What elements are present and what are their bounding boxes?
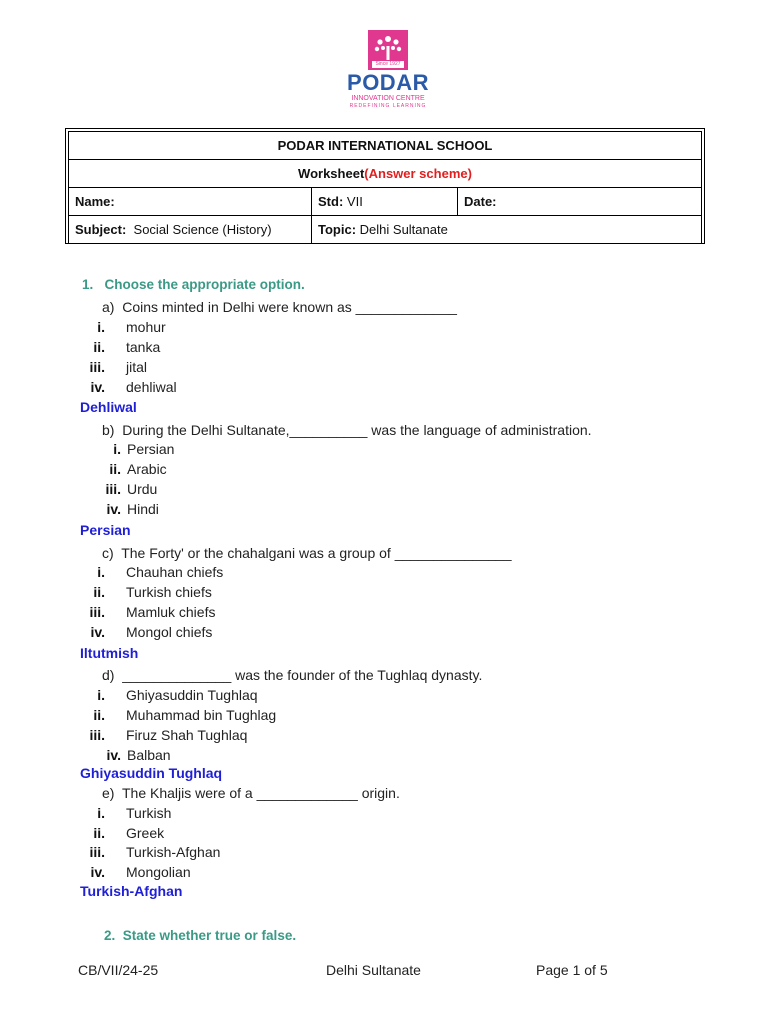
school-logo	[338, 30, 438, 109]
school-name-cell	[69, 132, 702, 160]
subject-cell	[69, 216, 312, 244]
option-number: ii.	[109, 461, 121, 477]
section-2-heading	[104, 928, 296, 943]
section-2-number: 2.	[104, 928, 116, 943]
option-number: ii.	[93, 707, 105, 723]
section-1-number: 1.	[82, 277, 94, 292]
answer-d: Ghiyasuddin Tughlaq	[80, 765, 223, 781]
option-text: Chauhan chiefs	[126, 564, 224, 580]
school-name: PODAR INTERNATIONAL SCHOOL	[277, 138, 493, 153]
option-number: iv.	[106, 501, 121, 517]
section-1-title: Choose the appropriate option.	[104, 277, 305, 292]
worksheet-label: Worksheet	[298, 166, 365, 181]
date-label: Date:	[464, 194, 497, 209]
question-a	[102, 299, 457, 315]
option-number: i.	[97, 687, 105, 703]
question-text: The Khaljis were of a _____________ origin.	[121, 785, 400, 801]
question-letter: e)	[102, 785, 115, 801]
std-cell	[312, 188, 458, 216]
option-text: Persian	[127, 441, 175, 457]
option-number: iii.	[89, 844, 105, 860]
question-letter: c)	[102, 545, 114, 561]
option-text: Muhammad bin Tughlag	[126, 707, 277, 723]
option-text: Turkish-Afghan	[126, 844, 221, 860]
question-letter: a)	[102, 299, 115, 315]
question-letter: b)	[102, 422, 115, 438]
option-number: iv.	[106, 747, 121, 763]
option-number: iv.	[90, 864, 105, 880]
option-number: iii.	[89, 727, 105, 743]
question-b	[102, 422, 592, 438]
option-text: Ghiyasuddin Tughlaq	[126, 687, 258, 703]
worksheet-title-cell	[69, 160, 702, 188]
std-label: Std:	[318, 194, 344, 209]
option-number: iii.	[89, 604, 105, 620]
section-1-heading	[82, 277, 305, 292]
logo-subtitle: INNOVATION CENTRE	[351, 95, 425, 102]
option-number: iv.	[90, 379, 105, 395]
question-text: The Forty' or the chahalgani was a group of _______________	[121, 545, 512, 561]
option-number: iv.	[90, 624, 105, 640]
question-d	[102, 667, 482, 683]
option-text: Firuz Shah Tughlaq	[126, 727, 248, 743]
option-number: ii.	[93, 825, 105, 841]
option-number: ii.	[93, 584, 105, 600]
answer-c: Iltutmish	[80, 645, 139, 661]
option-text: mohur	[126, 319, 166, 335]
name-cell	[69, 188, 312, 216]
logo-tagline: REDEFINING LEARNING	[349, 103, 427, 109]
option-number: i.	[97, 805, 105, 821]
topic-value: Delhi Sultanate	[359, 222, 448, 237]
question-text: Coins minted in Delhi were known as _____________	[122, 299, 457, 315]
option-number: iii.	[105, 481, 121, 497]
answer-scheme-label: (Answer scheme)	[364, 166, 472, 181]
answer-b: Persian	[80, 522, 131, 538]
worksheet-header	[65, 128, 705, 244]
option-text: tanka	[126, 339, 161, 355]
option-text: Hindi	[127, 501, 159, 517]
answer-e: Turkish-Afghan	[80, 883, 183, 899]
option-text: Balban	[127, 747, 171, 763]
option-text: Mongolian	[126, 864, 191, 880]
logo-name: PODAR	[347, 70, 429, 95]
option-text: Mamluk chiefs	[126, 604, 216, 620]
option-text: Turkish chiefs	[126, 584, 212, 600]
subject-value: Social Science (History)	[133, 222, 272, 237]
footer-title: Delhi Sultanate	[326, 962, 421, 978]
option-text: Turkish	[126, 805, 172, 821]
question-c	[102, 545, 512, 561]
option-text: Arabic	[127, 461, 167, 477]
date-cell	[458, 188, 702, 216]
option-text: jital	[126, 359, 148, 375]
question-e	[102, 785, 400, 801]
option-number: i.	[97, 319, 105, 335]
option-number: iii.	[89, 359, 105, 375]
option-text: Mongol chiefs	[126, 624, 213, 640]
option-text: dehliwal	[126, 379, 177, 395]
option-text: Urdu	[127, 481, 158, 497]
question-text: ______________ was the founder of the Tughlaq dynasty.	[122, 667, 483, 683]
option-number: i.	[97, 564, 105, 580]
header-table	[68, 131, 702, 244]
logo-since: Since 1927	[372, 61, 404, 68]
footer-page: Page 1 of 5	[536, 962, 608, 978]
question-text: During the Delhi Sultanate,__________ was the language of administration.	[122, 422, 592, 438]
name-label: Name:	[75, 194, 115, 209]
tree-logo-icon	[368, 30, 408, 70]
footer-code: CB/VII/24-25	[78, 962, 159, 978]
subject-label: Subject:	[75, 222, 127, 237]
topic-cell	[312, 216, 702, 244]
answer-a: Dehliwal	[80, 399, 137, 415]
option-number: i.	[113, 441, 121, 457]
std-value: VII	[346, 194, 363, 209]
topic-label: Topic:	[318, 222, 357, 237]
option-text: Greek	[126, 825, 165, 841]
section-2-title: State whether true or false.	[122, 928, 297, 943]
question-letter: d)	[102, 667, 115, 683]
option-number: ii.	[93, 339, 105, 355]
